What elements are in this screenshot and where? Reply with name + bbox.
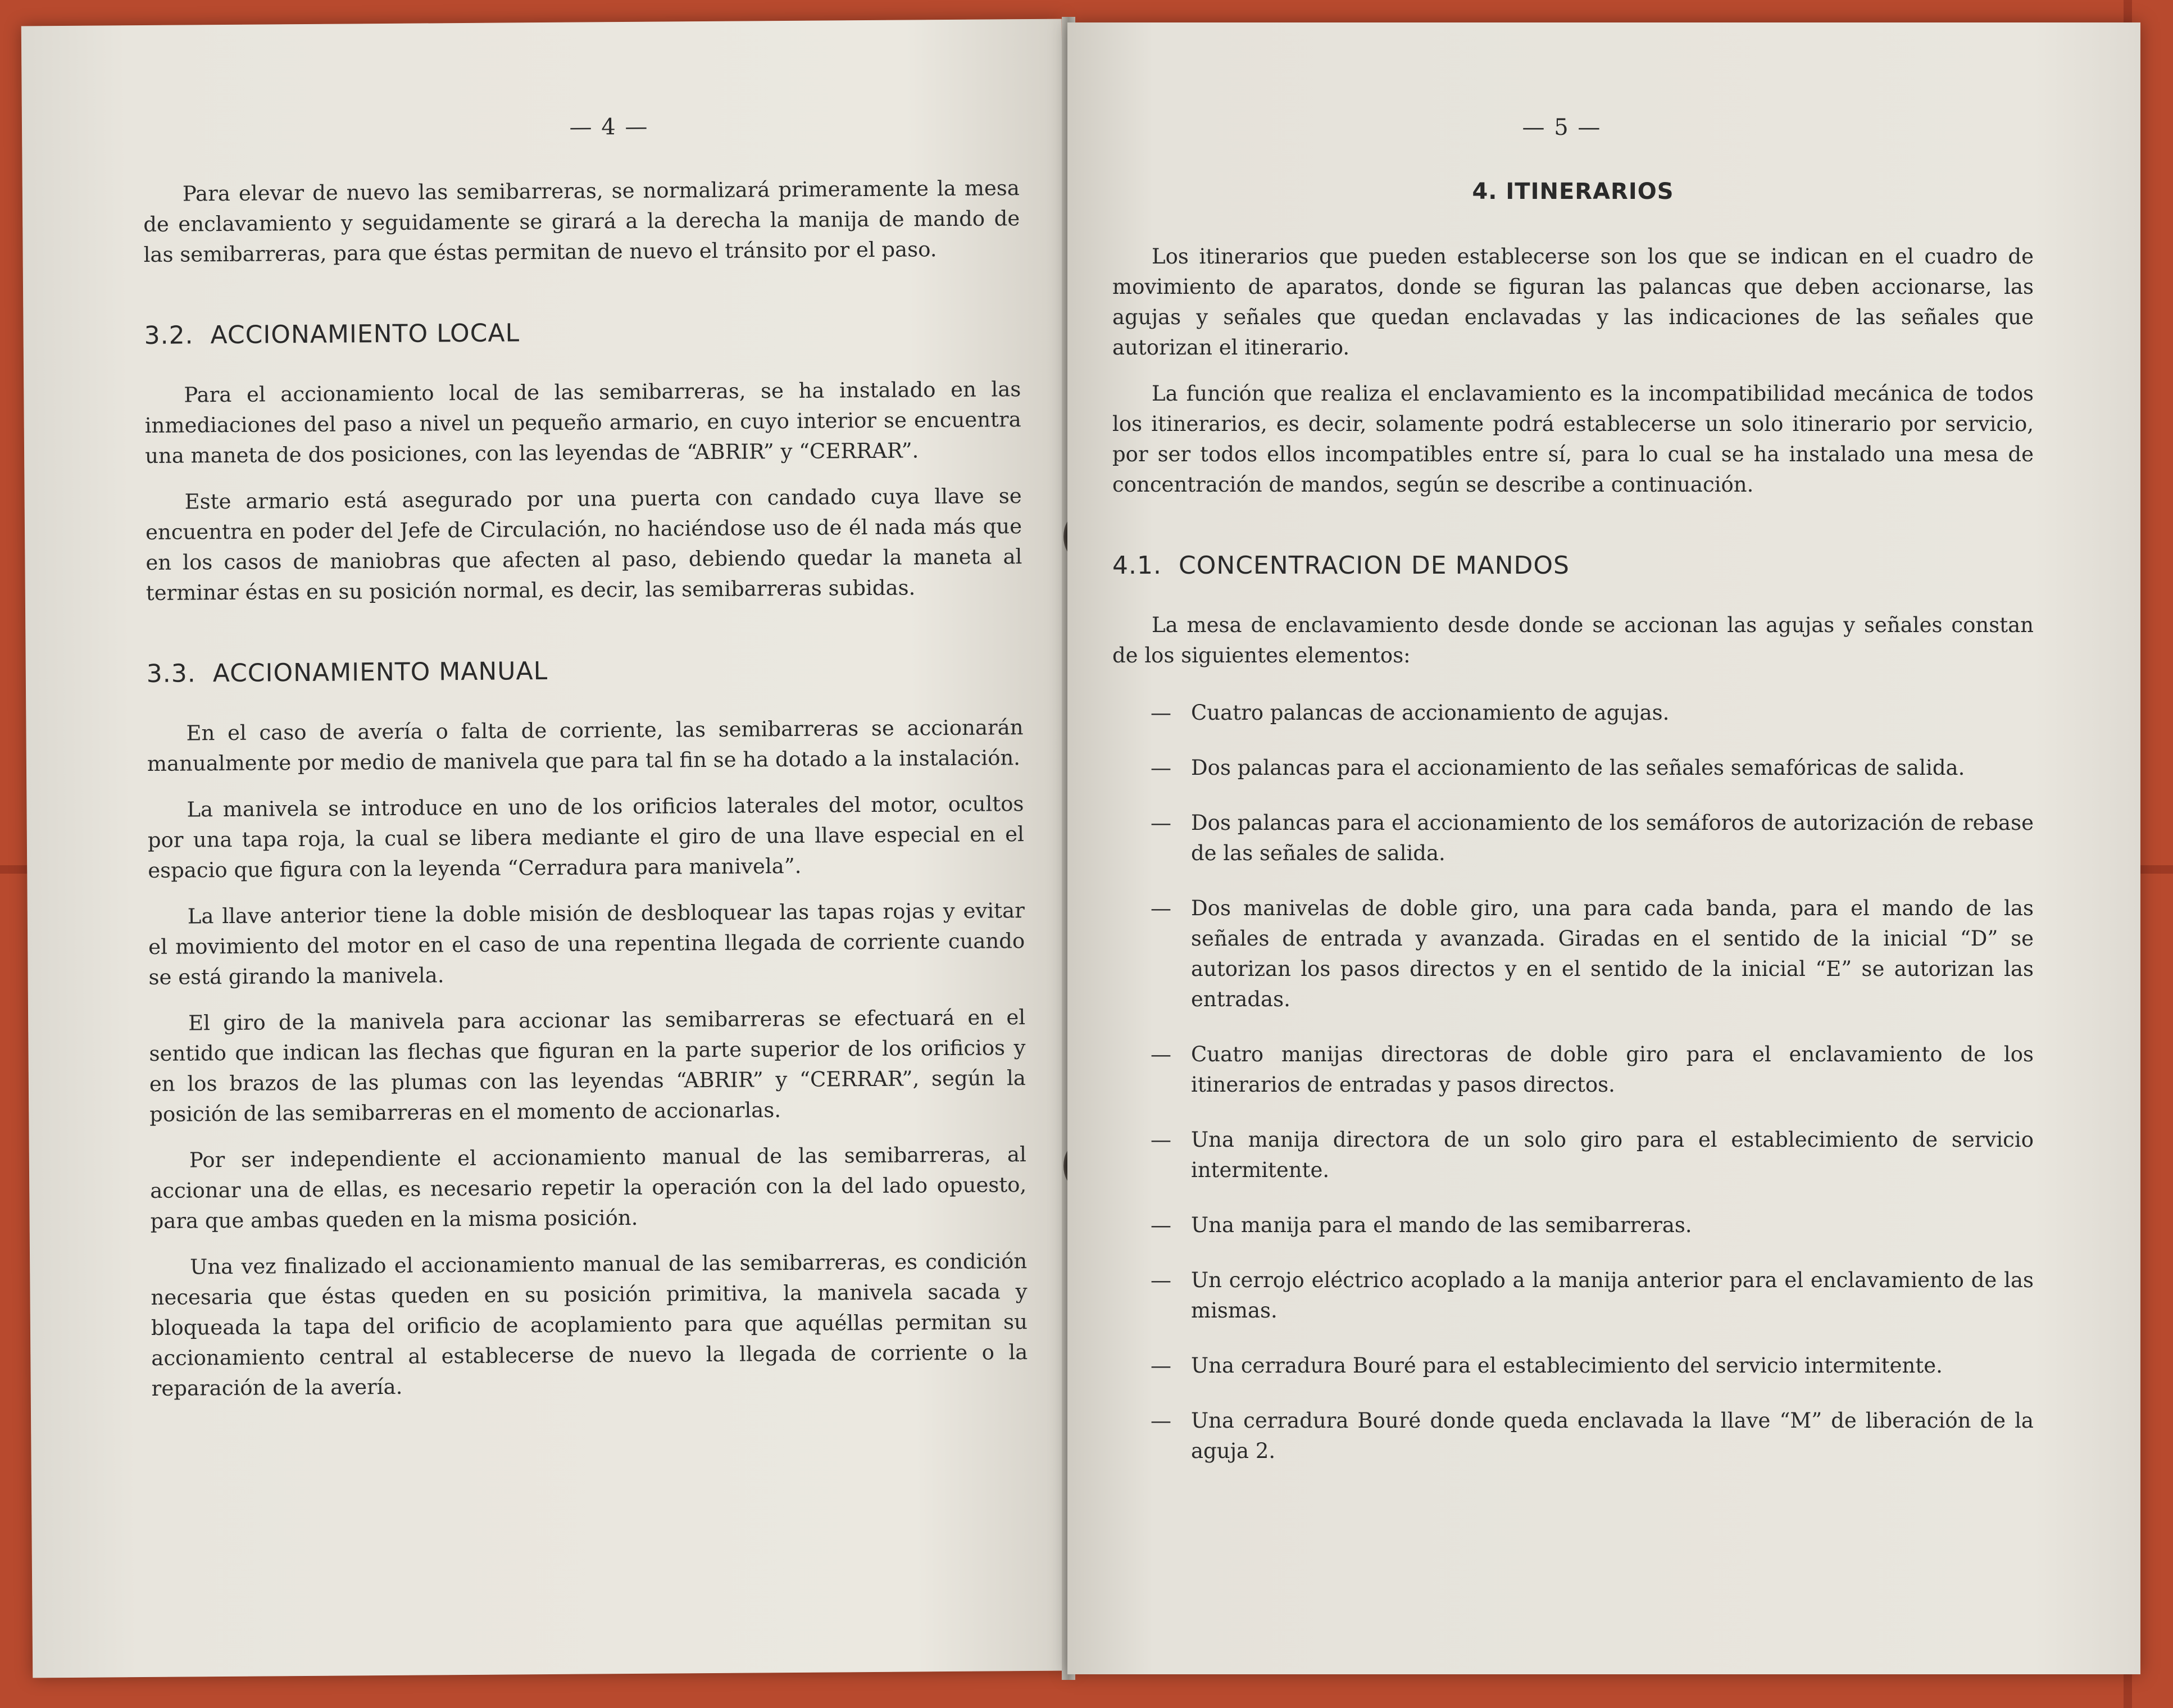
section-3-3-title: ACCIONAMIENTO MANUAL — [212, 656, 548, 688]
list-item: — Dos manivelas de doble giro, una para cada banda, para el mando de las señales de entrada y avanzada. Giradas en el sentido de la inicial “D” se autorizan los pasos directos y en el sentido de la inicial “E” se autorizan las entradas. — [1112, 893, 2034, 1015]
list-item: — Una cerradura Bouré para el establecimiento del servicio intermitente. — [1112, 1351, 2034, 1381]
paragraph: Este armario está asegurado por una puerta con candado cuya llave se encuentra en poder del Jefe de Circulación, no haciéndose uso de él nada más que en los casos de maniobras que afecten al paso, debiendo quedar la maneta al terminar éstas en su posición normal, es decir, las semibarreras subidas. — [145, 484, 1022, 605]
list-item: — Una cerradura Bouré donde queda enclavada la llave “M” de liberación de la aguja 2. — [1112, 1406, 2034, 1466]
right-page — [1067, 22, 2140, 1674]
paragraph: El giro de la manivela para accionar las semibarreras se efectuará en el sentido que indican las flechas que figuran en la parte superior de los orificios y en los brazos de las plumas con las leyendas “ABRIR” y “CERRAR”, según la posición de las semibarreras en el momento de accionarlas. — [149, 1005, 1026, 1126]
paragraph: La llave anterior tiene la doble misión de desbloquear las tapas rojas y evitar el movimiento del motor en el caso de una repentina llegada de corriente cuando se está girando la manivela. — [148, 898, 1025, 989]
list-item: — Cuatro manijas directoras de doble giro para el enclavamiento de los itinerarios de entradas y pasos directos. — [1112, 1039, 2034, 1100]
list-item: — Una manija para el mando de las semibarreras. — [1112, 1210, 2034, 1241]
section-4-1-number: 4.1. — [1112, 551, 1162, 580]
paragraph: Una vez finalizado el accionamiento manual de las semibarreras, es condición necesaria que éstas queden en su posición primitiva, la manivela sacada y bloqueada la tapa del orificio de acoplamiento para que aquéllas permitan su accionamiento central al establecerse de nuevo la llegada de corriente o la reparación de la avería. — [151, 1249, 1028, 1401]
paragraph: Por ser independiente el accionamiento manual de las semibarreras, al accionar una de ellas, es necesario repetir la operación con la del lado opuesto, para que ambas queden en la misma posición. — [150, 1142, 1027, 1233]
paragraph: Para el accionamiento local de las semibarreras, se ha instalado en las inmediaciones del paso a nivel un pequeño armario, en cuyo interior se encuentra una maneta de dos posiciones, con las leyendas de “ABRIR” y “CERRAR”. — [144, 377, 1021, 468]
left-page-content — [143, 109, 1028, 1420]
section-3-3-heading — [147, 653, 1023, 689]
paragraph: En el caso de avería o falta de corriente, las semibarreras se accionarán manualmente por medio de manivela que para tal fin se ha dotado a la instalación. — [147, 715, 1024, 776]
elements-list — [1112, 698, 2034, 1466]
paragraph: La función que realiza el enclavamiento es la incompatibilidad mecánica de todos los itinerarios, es decir, solamente podrá establecerse un solo itinerario por servicio, por ser todos ellos incompatibles entre sí, para lo cual se ha instalado una mesa de concentración de mandos, según se describe a continuación. — [1112, 381, 2034, 497]
paragraph: La manivela se introduce en uno de los orificios laterales del motor, ocultos por una tapa roja, la cual se libera mediante el giro de una llave especial en el espacio que figura con la leyenda “Cerradura para manivela”. — [147, 792, 1024, 883]
section-3-2-heading — [144, 315, 1020, 351]
intro-paragraph: Para elevar de nuevo las semibarreras, se normalizará primeramente la mesa de enclavamiento y seguidamente se girará a la derecha la manija de mando de las semibarreras, para que éstas permitan de nuevo el tránsito por el paso. — [143, 176, 1020, 267]
section-4-1-intro: La mesa de enclavamiento desde donde se accionan las agujas y señales constan de los siguientes elementos: — [1112, 613, 2034, 667]
page-number-4: — 4 — — [569, 113, 649, 140]
chapter-title: 4. ITINERARIOS — [1472, 179, 1674, 205]
right-page-content — [1112, 112, 2034, 1491]
section-3-2-number: 3.2. — [144, 321, 194, 350]
section-3-2-title: ACCIONAMIENTO LOCAL — [210, 319, 520, 350]
page-number-5: — 5 — — [1522, 115, 1602, 140]
list-item: — Un cerrojo eléctrico acoplado a la manija anterior para el enclavamiento de las mismas. — [1112, 1265, 2034, 1326]
list-item: — Dos palancas para el accionamiento de los semáforos de autorización de rebase de las señales de salida. — [1112, 808, 2034, 869]
list-item: — Cuatro palancas de accionamiento de agujas. — [1112, 698, 2034, 728]
section-4-1-heading — [1112, 551, 2034, 581]
list-item: — Dos palancas para el accionamiento de las señales semafóricas de salida. — [1112, 753, 2034, 783]
section-4-1-title: CONCENTRACION DE MANDOS — [1178, 551, 1570, 580]
left-page — [21, 19, 1073, 1678]
section-3-3-number: 3.3. — [146, 659, 196, 688]
list-item: — Una manija directora de un solo giro para el establecimiento de servicio intermitente. — [1112, 1125, 2034, 1185]
paragraph: Los itinerarios que pueden establecerse son los que se indican en el cuadro de movimiento de aparatos, donde se figuran las palancas que deben accionarse, las agujas y señales que quedan enclavadas y las indicaciones de las señales que autorizan el itinerario. — [1112, 244, 2034, 360]
